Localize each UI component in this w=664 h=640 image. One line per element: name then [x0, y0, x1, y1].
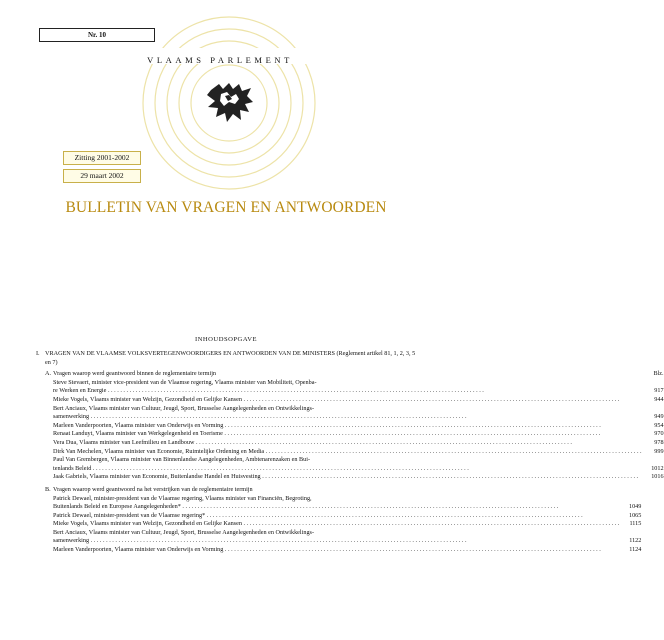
- toc-entry-line: [53, 439, 664, 448]
- section-title: VRAGEN VAN DE VLAAMSE VOLKSVERTEGENWOORDIGERS EN ANTWOORDEN VAN DE MINISTERS (Reglement artikel 81, 1, 2, 3, 5 en 7): [45, 350, 416, 366]
- toc-entry-page: 949: [654, 413, 664, 421]
- toc-entry-page: 1016: [651, 473, 664, 481]
- toc-entry-line: [53, 495, 641, 504]
- toc-entry-continuation: re Werken en Energie . . .: [53, 387, 642, 396]
- flemish-lion-logo: [205, 80, 257, 124]
- subsection-label: B.: [45, 485, 51, 493]
- toc-entry-line: [53, 503, 641, 512]
- toc-entry-continuation: Buitenlands Beleid en Europese Aangelegenheden* . . .: [53, 503, 619, 512]
- date-label: [63, 169, 141, 183]
- toc-entry-page: 1065: [628, 511, 642, 519]
- toc-entry-page: 1124: [629, 546, 642, 554]
- toc-entry-text: Vera Dua, Vlaams minister van Leefmilieu en Landbouw . . .: [53, 439, 642, 448]
- toc-subsection-a: [45, 370, 664, 482]
- date-text: 29 maart 2002: [80, 171, 124, 180]
- toc-entry-text: Steve Stevaert, minister vice-president van de Vlaamse regering, Vlaams minister van Mobiliteit, Openba-: [53, 378, 317, 386]
- toc-entry-continuation: samenwerking . . .: [53, 413, 642, 422]
- bulletin-title: BULLETIN VAN VRAGEN EN ANTWOORDEN: [65, 199, 387, 216]
- subsection-header-row: [53, 486, 641, 495]
- toc-entry-line: [53, 396, 664, 405]
- subsection-label: A.: [45, 370, 52, 378]
- toc-entry-line: [53, 405, 664, 414]
- toc-entry-line: [53, 520, 641, 529]
- toc-entry-text: Dirk Van Mechelen, Vlaams minister van Economie, Ruimtelijke Ordening en Media . . .: [53, 448, 642, 457]
- toc-entry-text: Marleen Vanderpoorten, Vlaams minister van Onderwijs en Vorming . . .: [53, 422, 642, 431]
- toc-entry-line: [53, 512, 641, 521]
- toc-section-1: [36, 350, 420, 367]
- subsection-header-row: [53, 370, 664, 379]
- toc-heading: INHOUDSOPGAVE: [194, 336, 258, 343]
- toc-entry-line: [53, 456, 664, 465]
- toc-entry-text: Bert Anciaux, Vlaams minister van Cultuur, Jeugd, Sport, Brusselse Aangelegenheden en Ontwikkelings-: [53, 404, 315, 412]
- toc-entry-page: 1115: [629, 520, 642, 528]
- toc-entry-text: Patrick Dewael, minister-president van de Vlaamse regering, Vlaams minister van Financiën, Begroting,: [53, 494, 312, 502]
- toc-entry-text: Jaak Gabriels, Vlaams minister van Economie, Buitenlandse Handel en Huisvesting . . .: [53, 473, 642, 482]
- subsection-title: Vragen waarop werd geantwoord na het verstrijken van de reglementaire termijn: [53, 485, 253, 493]
- toc-entry-line: [53, 546, 641, 555]
- subsection-body: [53, 486, 641, 555]
- toc-entry-page: 999: [654, 447, 664, 455]
- toc-entry-text: Patrick Dewael, minister-president van de Vlaamse regering* . . .: [53, 512, 619, 521]
- toc-entry-page: 944: [654, 395, 664, 403]
- toc-entry-page: 978: [654, 438, 664, 446]
- section-number: I.: [36, 350, 40, 357]
- toc-entry-line: [53, 387, 664, 396]
- toc-entry-page: 1049: [628, 503, 642, 511]
- toc-entry-line: [53, 430, 664, 439]
- toc-entry-line: [53, 537, 641, 546]
- toc-entry-line: [53, 465, 664, 474]
- toc-entry-text: Paul Van Grembergen, Vlaams minister van Binnenlandse Aangelegenheden, Ambtenarenzaken en Bui-: [53, 456, 311, 464]
- subsection-body: [53, 370, 664, 482]
- toc-entry-line: [53, 529, 641, 538]
- subsection-title: Vragen waarop werd geantwoord binnen de reglementaire termijn: [53, 370, 217, 378]
- issue-number: Nr. 10: [87, 31, 107, 39]
- session-label: [63, 151, 141, 165]
- toc-entry-line: [53, 422, 664, 431]
- toc-entry-text: Marleen Vanderpoorten, Vlaams minister van Onderwijs en Vorming . . .: [53, 546, 619, 555]
- toc-entry-text: Renaat Landuyt, Vlaams minister van Werkgelegenheid en Toerisme . . .: [53, 430, 642, 439]
- toc-entry-continuation: tenlands Beleid . . .: [53, 465, 642, 474]
- toc-entry-text: Mieke Vogels, Vlaams minister van Welzijn, Gezondheid en Gelijke Kansen . . .: [53, 396, 642, 405]
- page-column-header: Blz.: [653, 370, 664, 378]
- issue-number-box: [39, 28, 155, 42]
- toc-entry-page: 970: [654, 430, 664, 438]
- toc-entry-line: [53, 413, 664, 422]
- toc-entry-line: [53, 448, 664, 457]
- toc-entry-line: [53, 379, 664, 388]
- toc-entry-text: Mieke Vogels, Vlaams minister van Welzijn, Gezondheid en Gelijke Kansen . . .: [53, 520, 619, 529]
- toc-subsection-b: [45, 485, 642, 555]
- toc-entry-page: 917: [654, 387, 664, 395]
- toc-entry-page: 1012: [651, 464, 664, 472]
- parliament-name: VLAAMS PARLEMENT: [147, 55, 293, 65]
- toc-entry-text: Bert Anciaux, Vlaams minister van Cultuur, Jeugd, Sport, Brusselse Aangelegenheden en Ontwikkelings-: [53, 528, 315, 536]
- toc-entry-continuation: samenwerking . . .: [53, 537, 619, 546]
- toc-entry-page: 954: [654, 421, 664, 429]
- toc-entry-line: [53, 473, 664, 482]
- table-of-contents: [36, 350, 664, 555]
- session-text: Zitting 2001-2002: [74, 153, 130, 162]
- toc-entry-page: 1122: [629, 537, 642, 545]
